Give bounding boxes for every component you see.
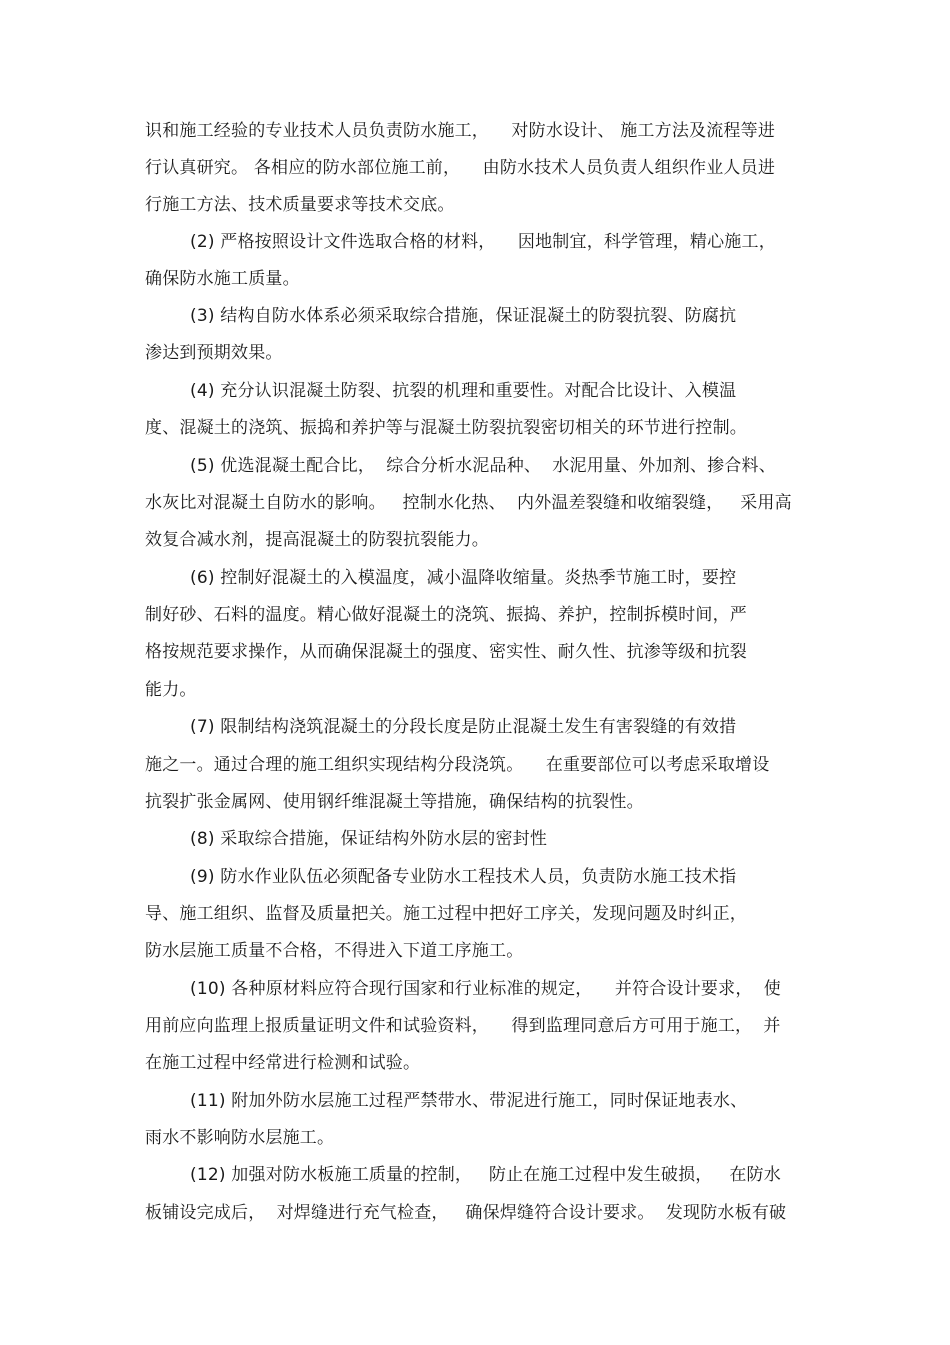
text-line: 施之一。通过合理的施工组织实现结构分段浇筑。 在重要部位可以考虑采取增设 xyxy=(145,755,770,775)
text-line: 行施工方法、技术质量要求等技术交底。 xyxy=(145,195,455,215)
text-line: (12) 加强对防水板施工质量的控制， 防止在施工过程中发生破损， 在防水 xyxy=(190,1165,781,1185)
text-line: 制好砂、石料的温度。精心做好混凝土的浇筑、振捣、养护，控制拆模时间，严 xyxy=(145,605,747,625)
text-line: 效复合减水剂，提高混凝土的防裂抗裂能力。 xyxy=(145,530,489,550)
text-line: 抗裂扩张金属网、使用钢纤维混凝土等措施，确保结构的抗裂性。 xyxy=(145,792,644,812)
text-line: 识和施工经验的专业技术人员负责防水施工， 对防水设计、 施工方法及流程等进 xyxy=(145,121,776,141)
text-line: 板铺设完成后， 对焊缝进行充气检查， 确保焊缝符合设计要求。 发现防水板有破 xyxy=(145,1203,787,1223)
text-line: 导、施工组织、监督及质量把关。施工过程中把好工序关，发现问题及时纠正， xyxy=(145,904,747,924)
text-line: (2) 严格按照设计文件选取合格的材料， 因地制宜，科学管理，精心施工， xyxy=(190,232,776,252)
text-line: (4) 充分认识混凝土防裂、抗裂的机理和重要性。对配合比设计、入模温 xyxy=(190,381,737,401)
text-line: 水灰比对混凝土自防水的影响。 控制水化热、 内外温差裂缝和收缩裂缝， 采用高 xyxy=(145,493,792,513)
text-line: 防水层施工质量不合格，不得进入下道工序施工。 xyxy=(145,941,524,961)
text-line: (5) 优选混凝土配合比， 综合分析水泥品种、 水泥用量、外加剂、掺合料、 xyxy=(190,456,776,476)
text-line: 能力。 xyxy=(145,680,197,700)
text-line: (8) 采取综合措施，保证结构外防水层的密封性 xyxy=(190,829,548,849)
text-line: 在施工过程中经常进行检测和试验。 xyxy=(145,1053,421,1073)
text-line: (6) 控制好混凝土的入模温度，减小温降收缩量。炎热季节施工时，要控 xyxy=(190,568,737,588)
text-line: (7) 限制结构浇筑混凝土的分段长度是防止混凝土发生有害裂缝的有效措 xyxy=(190,717,737,737)
text-line: (10) 各种原材料应符合现行国家和行业标准的规定， 并符合设计要求， 使 xyxy=(190,979,781,999)
text-line: (3) 结构自防水体系必须采取综合措施，保证混凝土的防裂抗裂、防腐抗 xyxy=(190,306,737,326)
text-line: 度、混凝土的浇筑、振捣和养护等与混凝土防裂抗裂密切相关的环节进行控制。 xyxy=(145,418,747,438)
text-line: (9) 防水作业队伍必须配备专业防水工程技术人员，负责防水施工技术指 xyxy=(190,867,737,887)
text-line: 格按规范要求操作，从而确保混凝土的强度、密实性、耐久性、抗渗等级和抗裂 xyxy=(145,642,747,662)
text-line: 用前应向监理上报质量证明文件和试验资料， 得到监理同意后方可用于施工， 并 xyxy=(145,1016,781,1036)
text-line: 雨水不影响防水层施工。 xyxy=(145,1128,335,1148)
text-line: 行认真研究。 各相应的防水部位施工前， 由防水技术人员负责人组织作业人员进 xyxy=(145,158,776,178)
text-line: 确保防水施工质量。 xyxy=(145,269,300,289)
text-line: (11) 附加外防水层施工过程严禁带水、带泥进行施工，同时保证地表水、 xyxy=(190,1091,748,1111)
text-line: 渗达到预期效果。 xyxy=(145,343,283,363)
